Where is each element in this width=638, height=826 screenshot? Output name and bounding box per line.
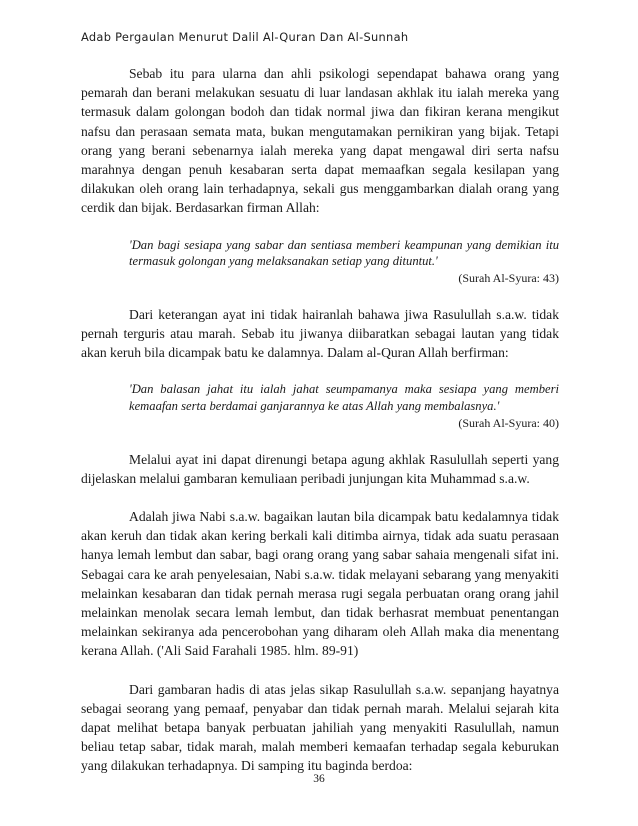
paragraph-1: Sebab itu para ularna dan ahli psikologi sependapat bahawa orang yang pemarah dan berani melakukan sesuatu di luar landasan akhlak itu ialah mereka yang termasuk dalam golongan bodoh dan tidak normal jiwa dan fikiran kerana mengikut nafsu dan perasaan semata mata, bukan mengutamakan pernikiran yang bijak. Tetapi orang yang berani sebenarnya ialah mereka yang dapat mengawal diri serta nafsu marahnya dengan penuh kesabaran serta dapat memaafkan segala kesilapan yang dilakukan oleh orang lain terhadapnya, sekali gus menggambarkan dialah orang yang cerdik dan bijak. Berdasarkan firman Allah:	[81, 66, 559, 216]
quote-reference: (Surah Al-Syura: 43)	[458, 270, 559, 285]
page-body	[81, 64, 559, 795]
paragraph-5: Dari gambaran hadis di atas jelas sikap Rasulullah s.a.w. sepanjang hayatnya sebagai seorang yang pemaaf, penyabar dan tidak pernah marah. Melalui sejarah kita dapat melihat betapa banyak perbuatan jahiliah yang menyakiti Rasulullah, namun beliau tetap sabar, tidak marah, malah memberi kemaafan terhadap segala keburukan yang dilakukan terhadapnya. Di samping itu baginda berdoa:	[81, 681, 559, 774]
quote-block-1	[129, 237, 559, 286]
quote-text: 'Dan bagi sesiapa yang sabar dan sentiasa memberi keampunan yang demikian itu termasuk golongan yang melaksanakan setiap yang dituntut.'	[129, 237, 559, 269]
paragraph-4: Adalah jiwa Nabi s.a.w. bagaikan lautan bila dicampak batu kedalamnya tidak akan keruh dan tidak akan kering berkali kali ditimba airnya, tidak ada suatu perasaan hanya lemah lembut dan sabar, bagi orang orang yang sabar sahaia mengenali sifat ini. Sebagai cara ke arah penyelesaian, Nabi s.a.w. tidak melayani sebarang yang menyakiti melainkan kesabaran dan tidak pernah merasa rugi segala perbuatan orang orang jahil melainkan menolak secara lemah lembut, dan tidak berhasrat membuat penentangan melainkan sekiranya ada pencerobohan yang diharam oleh Allah maka dia menentang kerana Allah. ('Ali Said Farahali 1985. hlm. 89-91)	[81, 509, 559, 659]
running-header: Adab Pergaulan Menurut Dalil Al-Quran Dan Al-Sunnah	[81, 30, 409, 44]
quote-block-2	[129, 381, 559, 430]
quote-text: 'Dan balasan jahat itu ialah jahat seumpamanya maka sesiapa yang memberi kemaafan serta berdamai ganjarannya ke atas Allah yang membalasnya.'	[129, 382, 559, 414]
paragraph-3: Melalui ayat ini dapat direnungi betapa agung akhlak Rasulullah seperti yang dijelaskan melalui gambaran kemuliaan peribadi junjungan kita Muhammad s.a.w.	[81, 451, 559, 486]
paragraph-2: Dari keterangan ayat ini tidak hairanlah bahawa jiwa Rasulullah s.a.w. tidak pernah terguris atau marah. Sebab itu jiwanya diibaratkan sebagai lautan yang tidak akan keruh bila dicampak batu ke dalamnya. Dalam al-Quran Allah berfirman:	[81, 306, 559, 361]
quote-reference: (Surah Al-Syura: 40)	[458, 415, 559, 430]
page-number: 36	[313, 773, 325, 785]
